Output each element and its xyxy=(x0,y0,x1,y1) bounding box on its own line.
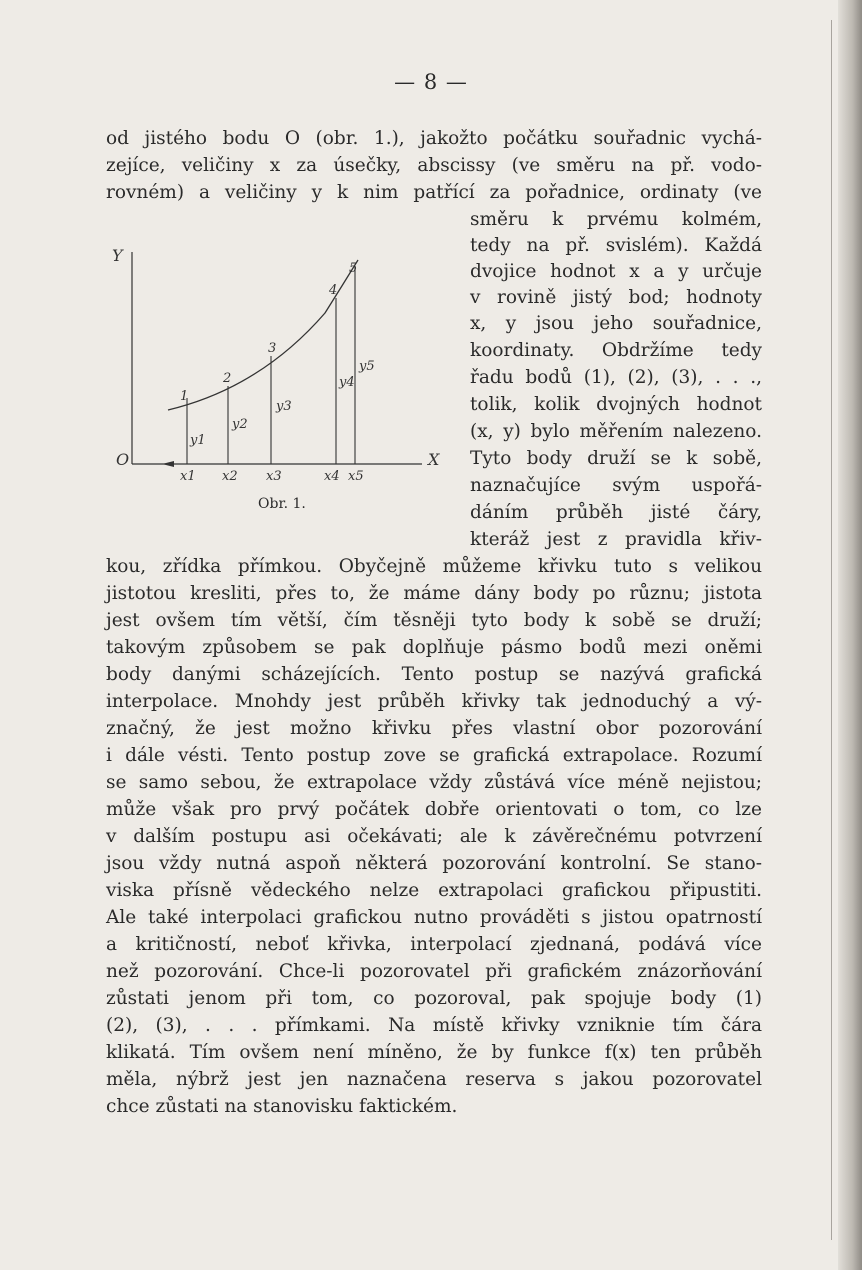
figure-y-value-label: y3 xyxy=(276,399,292,414)
figure-y-value-label: y4 xyxy=(339,375,355,390)
text-line: koordinaty. Obdržíme tedy xyxy=(470,340,762,361)
text-line: rovném) a veličiny y k nim patřící za pořadnice, ordinaty (ve xyxy=(106,182,762,203)
text-line: jistotou kresliti, přes to, že máme dány body po různu; jistota xyxy=(106,583,762,604)
figure-point-label: 4 xyxy=(329,283,338,298)
figure-y-axis-label: Y xyxy=(112,246,123,265)
text-line: kou, zřídka přímkou. Obyčejně můžeme křivku tuto s velikou xyxy=(106,556,762,577)
figure-y-value-label: y1 xyxy=(190,433,206,448)
figure-x-axis-label: X xyxy=(428,450,440,469)
text-line: měla, nýbrž jest jen naznačena reserva s jakou pozorovatel xyxy=(106,1069,762,1090)
figure-point-label: 1 xyxy=(180,389,189,404)
page-number: — 8 — xyxy=(394,70,468,94)
text-line: a kritičností, neboť křivka, interpolací zjednaná, podává více xyxy=(106,934,762,955)
text-line: může však pro prvý počátek dobře orientovati o tom, co lze xyxy=(106,799,762,820)
text-line: v rovině jistý bod; hodnoty xyxy=(470,287,762,308)
figure-y-value-label: y2 xyxy=(232,417,248,432)
text-line: jest ovšem tím větší, čím těsněji tyto body k sobě se druží; xyxy=(106,610,762,631)
text-line: zejíce, veličiny x za úsečky, abscissy (ve směru na př. vodo- xyxy=(106,155,762,176)
figure-x-tick-label: x2 xyxy=(222,469,238,484)
figure-point-label: 3 xyxy=(268,341,277,356)
text-line: zůstati jenom při tom, co pozoroval, pak spojuje body (1) xyxy=(106,988,762,1009)
text-line: Tyto body druží se k sobě, xyxy=(470,448,762,469)
text-line: (x, y) bylo měřením nalezeno. xyxy=(470,421,762,442)
text-line: tolik, kolik dvojných hodnot xyxy=(470,394,762,415)
text-line: řadu bodů (1), (2), (3), . . ., xyxy=(470,367,762,388)
figure-x-tick-label: x1 xyxy=(180,469,196,484)
text-line: klikatá. Tím ovšem není míněno, že by funkce f(x) ten průběh xyxy=(106,1042,762,1063)
text-line: x, y jsou jeho souřadnice, xyxy=(470,313,762,334)
figure-x-tick-label: x3 xyxy=(266,469,282,484)
figure-point-label: 5 xyxy=(349,261,358,276)
figure-point-label: 2 xyxy=(223,371,232,386)
text-line: jsou vždy nutná aspoň některá pozorování kontrolní. Se stano- xyxy=(106,853,762,874)
text-line: (2), (3), . . . přímkami. Na místě křivky vzniknie tím čára xyxy=(106,1015,762,1036)
figure-x-tick-label: x5 xyxy=(348,469,364,484)
figure-x-tick-label: x4 xyxy=(324,469,340,484)
text-line: od jistého bodu O (obr. 1.), jakožto počátku souřadnic vychá- xyxy=(106,128,762,149)
text-line: body danými scházejících. Tento postup se nazývá grafická xyxy=(106,664,762,685)
text-line: i dále vésti. Tento postup zove se grafická extrapolace. Rozumí xyxy=(106,745,762,766)
text-line: viska přísně vědeckého nelze extrapolaci grafickou připustiti. xyxy=(106,880,762,901)
text-line: interpolace. Mnohdy jest průběh křivky tak jednoduchý a vý- xyxy=(106,691,762,712)
text-line: naznačujíce svým uspořá- xyxy=(470,475,762,496)
text-line: takovým způsobem se pak doplňuje pásmo bodů mezi oněmi xyxy=(106,637,762,658)
text-line: dáním průběh jisté čáry, xyxy=(470,502,762,523)
text-line: než pozorování. Chce-li pozorovatel při grafickém znázorňování xyxy=(106,961,762,982)
text-line: tedy na př. svislém). Každá xyxy=(470,235,762,256)
figure-drawing xyxy=(110,238,460,528)
text-line: dvojice hodnot x a y určuje xyxy=(470,261,762,282)
figure-coordinate-plot xyxy=(110,238,460,528)
text-line: značný, že jest možno křivku přes vlastní obor pozorování xyxy=(106,718,762,739)
text-line: Ale také interpolaci grafickou nutno prováděti s jistou opatrností xyxy=(106,907,762,928)
text-line: směru k prvému kolmém, xyxy=(470,209,762,230)
page-edge-shadow xyxy=(838,0,862,1270)
figure-y-value-label: y5 xyxy=(359,359,375,374)
page-fold-line xyxy=(831,20,832,1240)
text-line: v dalším postupu asi očekávati; ale k závěrečnému potvrzení xyxy=(106,826,762,847)
text-line: se samo sebou, že extrapolace vždy zůstává více méně nejistou; xyxy=(106,772,762,793)
figure-origin-label: O xyxy=(116,450,130,469)
figure-caption: Obr. 1. xyxy=(258,496,306,512)
text-line: kteráž jest z pravidla křiv- xyxy=(470,529,762,550)
text-line: chce zůstati na stanovisku faktickém. xyxy=(106,1096,458,1117)
